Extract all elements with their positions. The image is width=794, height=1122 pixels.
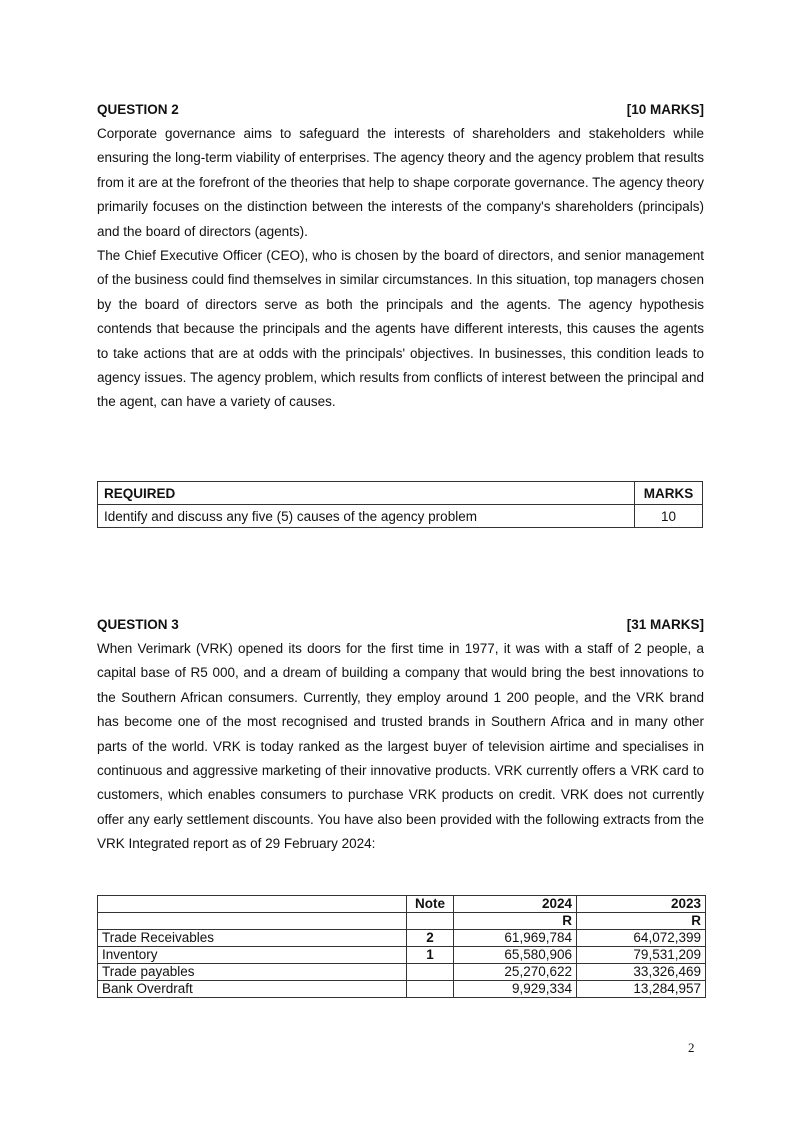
required-table — [97, 481, 703, 528]
question-3-heading — [97, 617, 704, 632]
question-3-title: QUESTION 3 — [97, 617, 179, 632]
table-row: Trade payables 25,270,622 33,326,469 — [98, 964, 706, 981]
question-2-marks: [10 MARKS] — [626, 102, 704, 117]
marks-header: MARKS — [635, 482, 703, 505]
question-3-marks: [31 MARKS] — [626, 617, 704, 632]
table-row: Bank Overdraft 9,929,334 13,284,957 — [98, 981, 706, 998]
question-2-paragraph-2: The Chief Executive Officer (CEO), who is chosen by the board of directors, and senior management of the business could find themselves in similar circumstances. In this situation, top managers chosen by the board of directors serve as both the principals and the agents. The agency hypothesis contends that because the principals and the agents have different interests, this causes the agents to take actions that are at odds with the principals' objectives. In businesses, this condition leads to agency issues. The agency problem, which results from conflicts of interest between the principal and the agent, can have a variety of causes. — [97, 248, 704, 410]
table-header-row: Note 2024 2023 — [98, 896, 706, 913]
question-2-title: QUESTION 2 — [97, 102, 179, 117]
required-task: Identify and discuss any five (5) causes of the agency problem — [98, 505, 635, 528]
question-2-heading — [97, 102, 704, 117]
question-3-paragraph-1: When Verimark (VRK) opened its doors for the first time in 1977, it was with a staff of 2 people, a capital base of R5 000, and a dream of building a company that would bring the best innovations to the Southern African consumers. Currently, they employ around 1 200 people, and the VRK brand has become one of the most recognised and trusted brands in Southern Africa and in many other parts of the world. VRK is today ranked as the largest buyer of television airtime and specialises in continuous and aggressive marketing of their innovative products. VRK currently offers a VRK card to customers, which enables consumers to purchase VRK products on credit. VRK does not currently offer any early settlement discounts. You have also been provided with the following extracts from the VRK Integrated report as of 29 February 2024: — [97, 641, 704, 852]
table-row: Trade Receivables 2 61,969,784 64,072,399 — [98, 930, 706, 947]
table-row: Inventory 1 65,580,906 79,531,209 — [98, 947, 706, 964]
table-currency-row: R R — [98, 913, 706, 930]
required-header: REQUIRED — [98, 482, 635, 505]
required-task-marks: 10 — [635, 505, 703, 528]
financial-extract-table — [97, 895, 706, 998]
question-2-paragraph-1: Corporate governance aims to safeguard the interests of shareholders and stakeholders while ensuring the long-term viability of enterprises. The agency theory and the agency problem that results from it are at the forefront of the theories that help to shape corporate governance. The agency theory primarily focuses on the distinction between the interests of the company's shareholders (principals) and the board of directors (agents). — [97, 126, 704, 239]
page-number: 2 — [688, 1040, 695, 1055]
